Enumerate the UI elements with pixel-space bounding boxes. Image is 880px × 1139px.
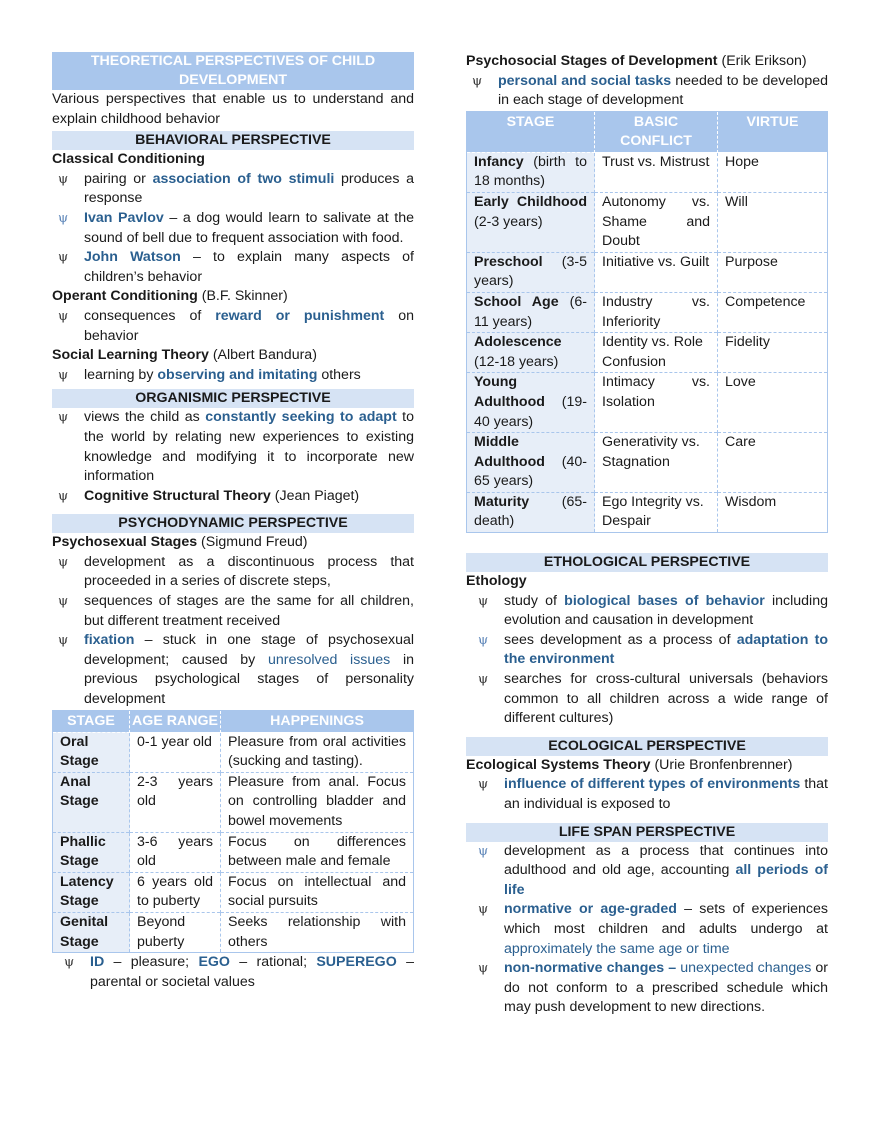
conflict-cell: Ego Integrity vs. Despair [595,492,718,532]
stage-cell: Early Childhood (2-3 years) [467,192,595,252]
table-row [467,292,828,332]
list-item: ψ Cognitive Structural Theory (Jean Piaget) [52,487,414,507]
virtue-cell: Fidelity [718,333,828,373]
organismic-list [52,408,414,506]
list-item: ψ fixation – stuck in one stage of psychosexual development; caused by unresolved issues in previous psychological stages of personality development [52,631,414,709]
table-row [467,152,828,192]
stage-cell: Latency Stage [53,872,130,912]
stage-cell: Preschool (3-5 years) [467,252,595,292]
table-row [53,912,414,952]
virtue-cell: Purpose [718,252,828,292]
list-item: ψ development as a discontinuous process that proceeded in a series of discrete steps, [52,553,414,592]
virtue-cell: Competence [718,292,828,332]
list-item: ψ pairing or association of two stimuli produces a response [52,170,414,209]
lifespan-header: LIFE SPAN PERSPECTIVE [466,823,828,842]
table-header-row [53,710,414,732]
operant-list [52,307,414,346]
age-cell: Beyond puberty [130,912,221,952]
stage-cell: Genital Stage [53,912,130,952]
psychosexual-heading: Psychosexual Stages (Sigmund Freud) [52,534,308,551]
happenings-cell: Pleasure from oral activities (sucking and tasting). [221,732,414,772]
psychodynamic-list [52,553,414,710]
column-header: VIRTUE [718,111,828,152]
table-row [53,832,414,872]
behavioral-header: BEHAVIORAL PERSPECTIVE [52,131,414,150]
list-item: ψ normative or age-graded – sets of experiences which most children and adults undergo at approximately the same age or time [472,900,828,959]
conflict-cell: Trust vs. Mistrust [595,152,718,192]
left-column [52,52,414,992]
age-cell: 0-1 year old [130,732,221,772]
erikson-heading: Psychosocial Stages of Development (Erik Erikson) [466,53,807,69]
id-ego-list [58,953,414,992]
ethology-list [472,592,828,729]
happenings-cell: Pleasure from anal. Focus on controlling bladder and bowel movements [221,772,414,832]
column-header: AGE RANGE [130,710,221,732]
freud-stages-table [52,710,414,954]
conflict-cell: Initiative vs. Guilt [595,252,718,292]
conflict-cell: Autonomy vs. Shame and Doubt [595,192,718,252]
conflict-cell: Intimacy vs. Isolation [595,373,718,433]
stage-cell: Infancy (birth to 18 months) [467,152,595,192]
happenings-cell: Focus on intellectual and social pursuits [221,872,414,912]
conflict-cell: Identity vs. Role Confusion [595,333,718,373]
operant-heading: Operant Conditioning (B.F. Skinner) [52,288,288,305]
list-item: ψ views the child as constantly seeking to adapt to the world by relating new experiences to existing knowledge and modifying it to incorporate new information [52,408,414,486]
list-item: ψ personal and social tasks needed to be developed in each stage of development [466,72,828,111]
table-row [467,373,828,433]
stage-cell: School Age (6-11 years) [467,292,595,332]
table-row [467,433,828,493]
list-item: ψ study of biological bases of behavior including evolution and causation in development [472,592,828,631]
table-row [467,252,828,292]
list-item: ψ Ivan Pavlov – a dog would learn to salivate at the sound of bell due to frequent association with food. [52,209,414,248]
classical-list [52,170,414,288]
table-header-row [467,111,828,152]
lifespan-list [472,842,828,1018]
virtue-cell: Wisdom [718,492,828,532]
conflict-cell: Generativity vs. Stagnation [595,433,718,493]
list-item: ψ searches for cross-cultural universals (behaviors common to all children across a wide range of different cultures) [472,670,828,729]
list-item: ψ learning by observing and imitating others [52,366,414,386]
classical-conditioning-heading: Classical Conditioning [52,151,205,168]
column-header: STAGE [53,710,130,732]
stage-cell: Young Adulthood (19-40 years) [467,373,595,433]
ecological-list [472,775,828,814]
ethological-header: ETHOLOGICAL PERSPECTIVE [466,553,828,572]
age-cell: 2-3 years old [130,772,221,832]
list-item: ψ non-normative changes – unexpected changes or do not conform to a prescribed schedule which may push development to new directions. [472,959,828,1018]
conflict-cell: Industry vs. Inferiority [595,292,718,332]
table-row [467,192,828,252]
table-row [53,872,414,912]
virtue-cell: Hope [718,152,828,192]
column-header: STAGE [467,111,595,152]
erikson-list [466,72,828,111]
table-row [467,492,828,532]
virtue-cell: Care [718,433,828,493]
intro-text: Various perspectives that enable us to understand and explain childhood behavior [52,91,414,127]
happenings-cell: Seeks relationship with others [221,912,414,952]
stage-cell: Phallic Stage [53,832,130,872]
happenings-cell: Focus on differences between male and female [221,832,414,872]
column-header: HAPPENINGS [221,710,414,732]
ethology-heading: Ethology [466,573,527,590]
age-cell: 3-6 years old [130,832,221,872]
social-learning-heading: Social Learning Theory (Albert Bandura) [52,347,317,364]
stage-cell: Anal Stage [53,772,130,832]
erikson-stages-table [466,111,828,533]
organismic-header: ORGANISMIC PERSPECTIVE [52,389,414,408]
virtue-cell: Will [718,192,828,252]
list-item: ψ sequences of stages are the same for all children, but different treatment received [52,592,414,631]
table-row [53,772,414,832]
virtue-cell: Love [718,373,828,433]
right-column [466,52,828,1018]
stage-cell: Oral Stage [53,732,130,772]
ecological-header: ECOLOGICAL PERSPECTIVE [466,737,828,756]
list-item: ψ consequences of reward or punishment on behavior [52,307,414,346]
psychodynamic-header: PSYCHODYNAMIC PERSPECTIVE [52,514,414,533]
stage-cell: Maturity (65-death) [467,492,595,532]
column-header: BASIC CONFLICT [595,111,718,152]
age-cell: 6 years old to puberty [130,872,221,912]
ecological-heading: Ecological Systems Theory (Urie Bronfenbrenner) [466,756,793,773]
list-item: ψ sees development as a process of adaptation to the environment [472,631,828,670]
list-item: ψ John Watson – to explain many aspects of children’s behavior [52,248,414,287]
document-title: THEORETICAL PERSPECTIVES OF CHILD DEVELOPMENT [52,52,414,90]
stage-cell: Adolescence (12-18 years) [467,333,595,373]
list-item: ψ development as a process that continues into adulthood and old age, accounting all periods of life [472,842,828,901]
list-item: ψ influence of different types of environments that an individual is exposed to [472,775,828,814]
social-list [52,366,414,386]
stage-cell: Middle Adulthood (40-65 years) [467,433,595,493]
table-row [467,333,828,373]
table-row [53,732,414,772]
list-item: ψ ID – pleasure; EGO – rational; SUPEREGO – parental or societal values [58,953,414,992]
